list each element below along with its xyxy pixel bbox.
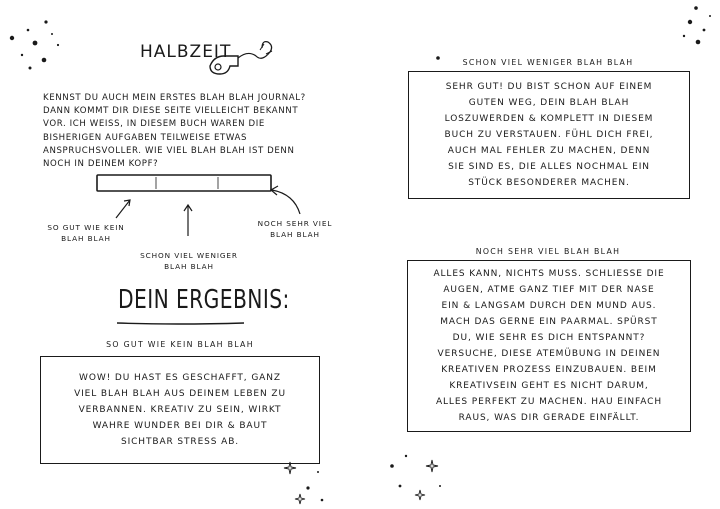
result-box-text — [74, 370, 286, 450]
scale-label-middle — [134, 250, 244, 272]
sparkle-icon — [382, 446, 452, 506]
scale-label-right — [246, 218, 344, 240]
box-line: KREATIVSEIN GEHT ES NICHT DARUM, — [449, 381, 649, 391]
intro-line: ANSPRUCHSVOLLER. WIE VIEL BLAH BLAH IST DENN — [43, 145, 295, 156]
box-line: KREATIVEN PROZESS EINZUBAUEN. BEIM — [441, 365, 657, 375]
box-line: RAUS, WAS DIR GERADE EINFÄLLT. — [458, 413, 640, 423]
box-line: MACH DAS GERNE EIN PAARMAL. SPÜRST — [440, 317, 658, 327]
intro-text — [43, 92, 333, 171]
box-line: VERSUCHE, DIESE ATEMÜBUNG IN DEINEN — [437, 349, 661, 359]
result-box — [40, 356, 320, 464]
box-line: SIE SIND ES, DIE ALLES NOCHMAL EIN — [448, 162, 650, 172]
result-heading: DEIN ERGEBNIS: — [118, 285, 290, 315]
intro-line: KENNST DU AUCH MEIN ERSTES BLAH BLAH JOURNAL? — [43, 93, 306, 103]
scale-label-line: BLAH BLAH — [164, 262, 214, 271]
box-line: WAHRE WUNDER BEI DIR & BAUT — [92, 421, 268, 431]
section1-label: SCHON VIEL WENIGER BLAH BLAH — [462, 58, 634, 67]
box-line: LOSZUWERDEN & KOMPLETT IN DIESEM — [444, 114, 654, 124]
whistle-icon — [208, 30, 278, 80]
heading-underline — [116, 321, 246, 327]
intro-line: DANN KOMMT DIR DIESE SEITE VIELLEICHT BEKANNT — [43, 106, 299, 117]
box-line: VIEL BLAH BLAH AUS DEINEM LEBEN ZU — [74, 389, 286, 399]
box-line: SICHTBAR STRESS AB. — [120, 437, 240, 447]
dot-decoration-top-left — [0, 0, 80, 80]
box-line: VERBANNEN. KREATIV ZU SEIN, WIRKT — [78, 405, 282, 415]
dot-decoration-top-right — [660, 0, 720, 60]
page-title: HALBZEIT — [140, 42, 232, 62]
box-line: EIN & LANGSAM DURCH DEN MUND AUS. — [441, 301, 657, 311]
scale-label-left — [36, 222, 136, 244]
intro-line: VOR. ICH WEISS, IN DIESEM BUCH WAREN DIE — [43, 119, 265, 130]
section2-box — [407, 260, 691, 432]
scale-label-line: SCHON VIEL WENIGER — [140, 251, 238, 260]
box-line: ALLES PERFEKT ZU MACHEN. HAU EINFACH — [435, 397, 663, 407]
scale-label-line: BLAH BLAH — [61, 234, 111, 243]
box-line: AUCH MAL FEHLER ZU MACHEN, DENN — [447, 146, 651, 156]
box-line: DU, WIE SEHR ES DICH ENTSPANNT? — [452, 333, 646, 343]
box-line: ALLES KANN, NICHTS MUSS. SCHLIESSE DIE — [433, 269, 665, 279]
arrow-icon — [178, 200, 198, 240]
box-line: BUCH ZU VERSTAUEN. FÜHL DICH FREI, — [444, 130, 654, 140]
section1-box-text — [445, 79, 654, 191]
scale-label-line: NOCH SEHR VIEL — [257, 219, 333, 228]
box-line: SEHR GUT! DU BIST SCHON AUF EINEM — [445, 82, 653, 92]
intro-line: NOCH IN DEINEM KOPF? — [43, 159, 159, 170]
box-line: GUTEN WEG, DEIN BLAH BLAH — [468, 98, 630, 108]
section2-box-text — [433, 266, 664, 426]
scale-label-line: BLAH BLAH — [270, 230, 320, 239]
scale-bar — [96, 174, 276, 194]
section2-label: NOCH SEHR VIEL BLAH BLAH — [475, 247, 621, 256]
scale-label-line: SO GUT WIE KEIN — [47, 223, 125, 232]
box-line: WOW! DU HAST ES GESCHAFFT, GANZ — [79, 373, 281, 383]
section1-box — [408, 71, 690, 199]
right-page — [360, 0, 720, 509]
result-section-label: SO GUT WIE KEIN BLAH BLAH — [106, 340, 254, 349]
intro-line: BISHERIGEN AUFGABEN TEILWEISE ETWAS — [43, 132, 247, 143]
box-line: AUGEN, ATME GANZ TIEF MIT DER NASE — [443, 285, 655, 295]
box-line: STÜCK BESONDERER MACHEN. — [468, 178, 630, 188]
sparkle-icon — [282, 458, 342, 508]
